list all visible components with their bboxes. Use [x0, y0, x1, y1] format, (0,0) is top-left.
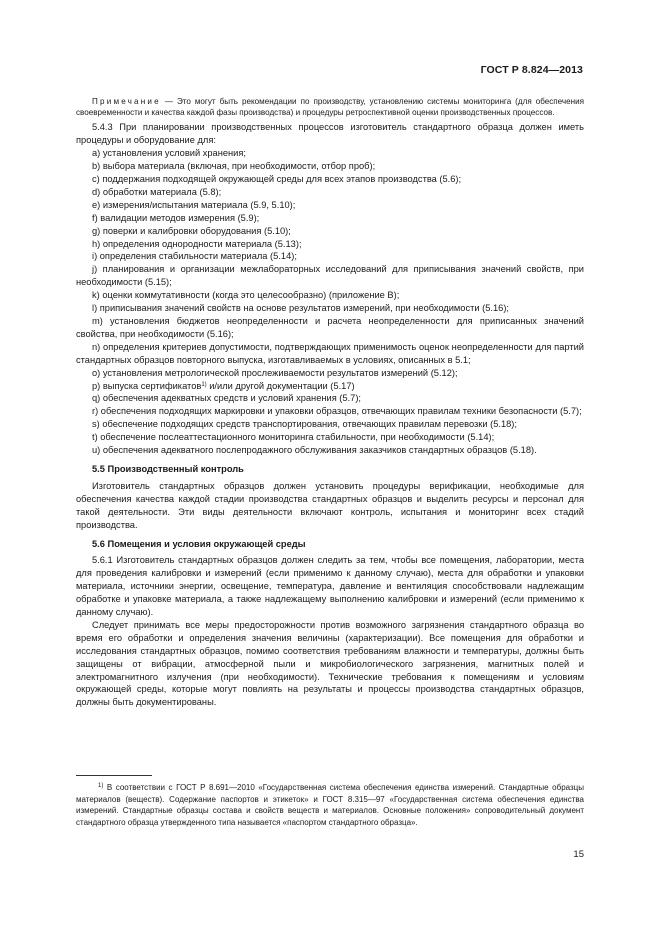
section-5-5-text: Изготовитель стандартных образцов должен установить процедуры верификации, необходимые для обеспечения качества каждой стадии производства стандартных образцов и выделить ресурсы и персонал для такой деятельности. Эти виды деятельности включают контроль, испытания и мониторинг всех стадий производства. [76, 480, 584, 530]
page-number: 15 [573, 849, 584, 860]
section-5-5-heading: 5.5 Производственный контроль [92, 463, 244, 474]
list-item: b) выбора материала (включая, при необходимости, отбор проб); [92, 161, 376, 172]
footnote-mark: 1) [98, 783, 104, 789]
list-item: t) обеспечение послеаттестационного мониторинга стабильности, при необходимости (5.14); [92, 432, 495, 443]
clause-5-4-3-list [76, 147, 584, 457]
footnote-ref[interactable]: 1) [201, 381, 207, 388]
list-item: j) планирования и организации межлабораторных исследований для приписывания значений свойств, при необходимости (5.15); [76, 264, 584, 288]
footnote-divider [76, 775, 152, 776]
section-5-6-heading: 5.6 Помещения и условия окружающей среды [92, 538, 306, 549]
list-item: h) определения однородности материала (5.13); [92, 238, 302, 249]
list-item: g) поверки и калибровки оборудования (5.10); [92, 225, 291, 236]
list-item: o) установления метрологической прослеживаемости результатов измерений (5.12); [92, 367, 458, 378]
clause-5-6-1-text-cont: Следует принимать все меры предосторожности против возможного загрязнения стандартного образца во время его обработки и определения значения величины (характеризации). Все помещения для обработки и исследования стандартных образцов, помимо соответствия требованиям влажности и температуры, должны быть защищены от вибрации, атмосферной пыли и микробиологического загрязнения, магнитных полей и электромагнитного излучения (при необходимости). Технические требования к помещениям и условиям окружающей среды, которые могут повлиять на результаты и процессы производства стандартных образцов, должны быть документированы. [76, 619, 584, 708]
note-paragraph [76, 96, 584, 118]
list-item: r) обеспечения подходящих маркировки и упаковки образцов, отвечающих правилам техники безопасности (5.7); [92, 406, 582, 417]
footnote-text: В соответствии с ГОСТ Р 8.691—2010 «Государственная система обеспечения единства измерений. Стандартные образцы материалов (веществ). Содержание паспортов и этикеток» и ГОСТ 8.315—97 «Государственная система обеспечения единства измерений. Стандартные образцы состава и свойств веществ и материалов. Основные положения» сопроводительный документ стандартного образца утвержденного типа называется «паспортом стандартного образца». [76, 783, 585, 827]
clause-5-4-3-intro: 5.4.3 При планировании производственных процессов изготовитель стандартного образца должен иметь процедуры и оборудование для: [76, 122, 584, 146]
footnote [76, 782, 584, 828]
list-item: c) поддержания подходящей окружающей среды для всех этапов производства (5.6); [92, 174, 462, 185]
list-item: k) оценки коммутативности (когда это целесообразно) (приложение В); [92, 290, 400, 301]
document-code-header: ГОСТ Р 8.824—2013 [480, 64, 583, 76]
note-label: Примечание [92, 97, 161, 106]
list-item: l) приписывания значений свойств на основе результатов измерений, при необходимости (5.16); [92, 303, 510, 314]
list-item: d) обработки материала (5.8); [92, 186, 222, 197]
list-item: e) измерения/испытания материала (5.9, 5.10); [92, 199, 296, 210]
main-text [76, 96, 584, 709]
list-item: f) валидации методов измерения (5.9); [92, 212, 260, 223]
list-item: s) обеспечение подходящих средств транспортирования, отвечающих правилам перевозки (5.18); [92, 419, 517, 430]
list-item-p-text-end: и/или другой документации (5.17) [206, 380, 355, 391]
list-item: n) определения критериев допустимости, подтверждающих применимость оценок неопределенности для партий стандартных образцов повторного выпуска, изготавливаемых в условиях, описанных в 5.1; [76, 341, 584, 365]
list-item: q) обеспечения адекватных средств и условий хранения (5.7); [92, 393, 362, 404]
list-item: m) установления бюджетов неопределенности и расчета неопределенности для приписанных значений свойства, при необходимости (5.16); [76, 316, 584, 339]
list-item-p-text: p) выпуска сертификатов [92, 380, 202, 391]
list-item-p [76, 380, 584, 393]
list-item: a) установления условий хранения; [92, 148, 246, 159]
note-text: — Это могут быть рекомендации по производству, установлению системы мониторинга (для обеспечения своевременности и качества каждой фазы производства) и процедуры ретроспективной оценки производственных процессов. [76, 97, 584, 118]
list-item: i) определения стабильности материала (5.14); [92, 251, 297, 262]
list-item: u) обеспечения адекватного послепродажного обслуживания заказчиков стандартных образцов (5.18). [92, 445, 537, 456]
clause-5-6-1-text: 5.6.1 Изготовитель стандартных образцов должен следить за тем, чтобы все помещения, лаборатории, места для проведения калибровки и измерений (если применимо к данному случаю), места для обработки и упаковки материала, источники энергии, освещение, температура, давление и вентиляция способствовали надлежащим обработке и упаковке материала, а также надлежащему выполнению калибровки и измерений (если применимо к данному случаю). [76, 555, 584, 618]
